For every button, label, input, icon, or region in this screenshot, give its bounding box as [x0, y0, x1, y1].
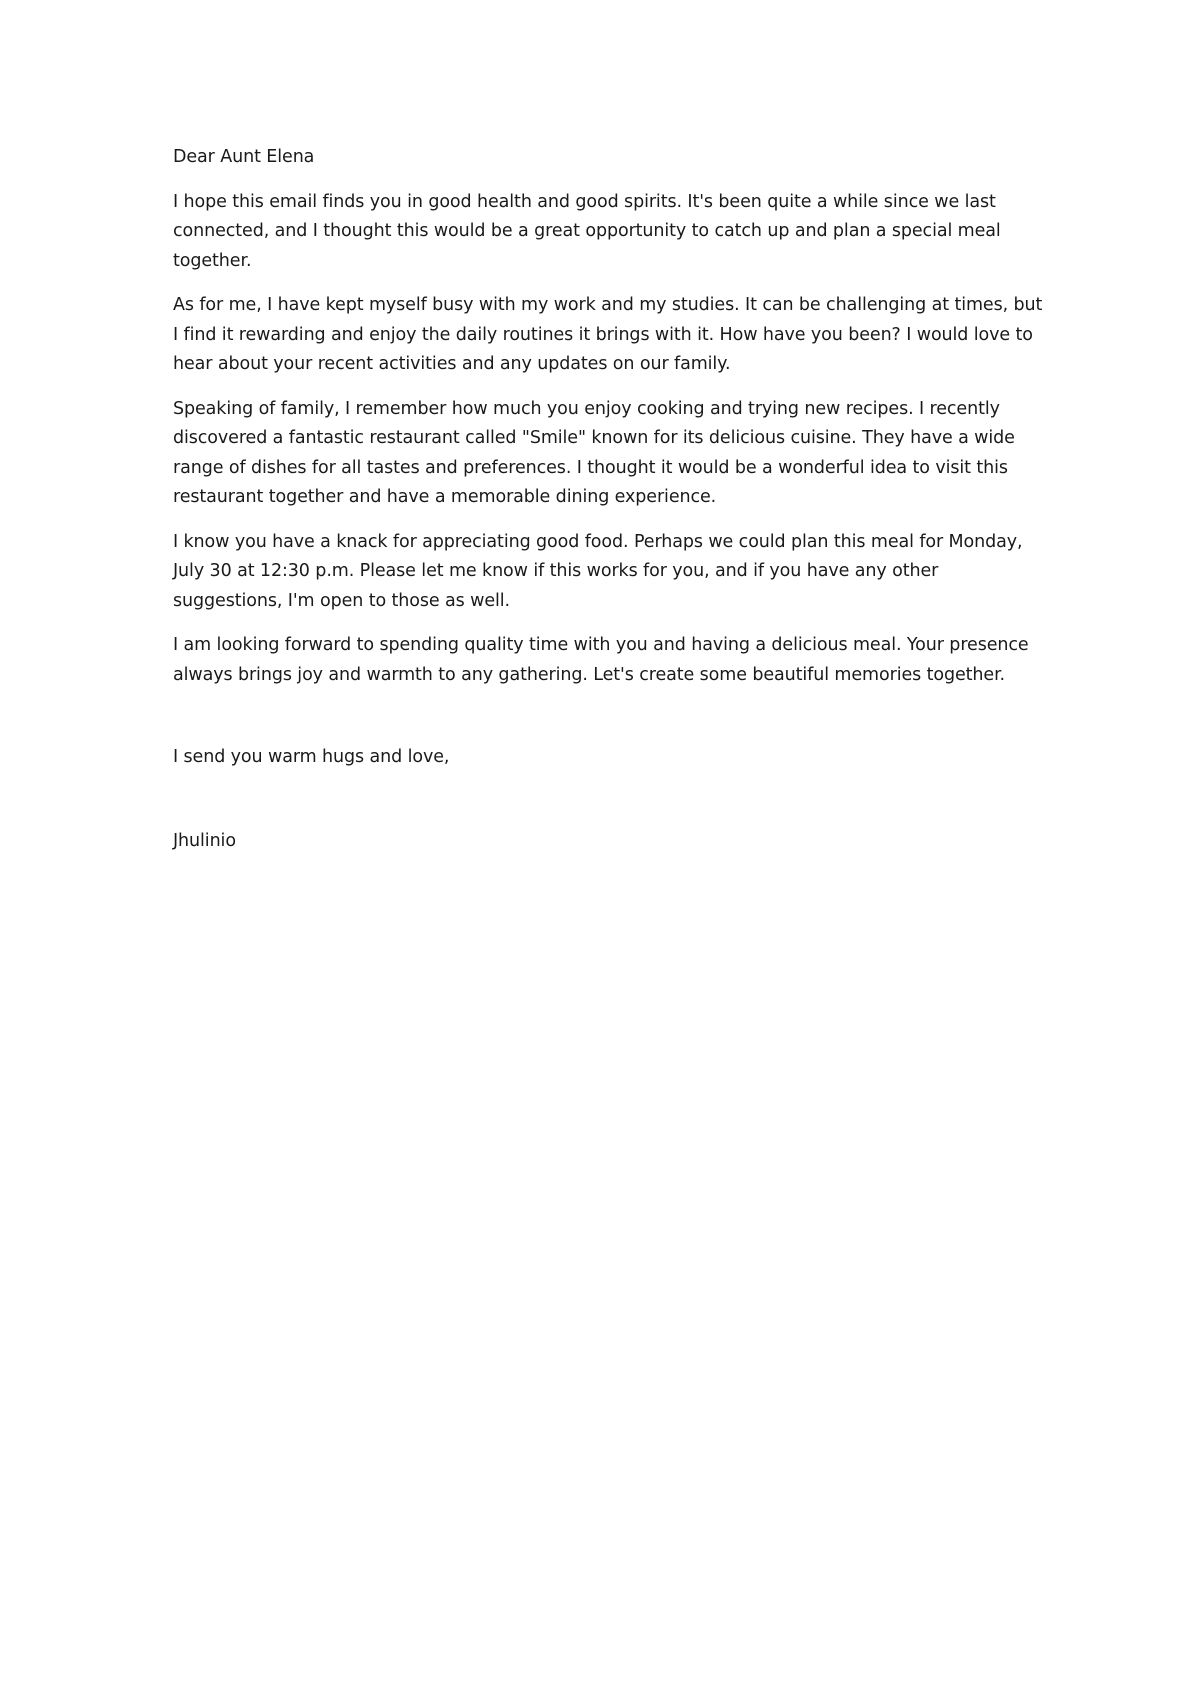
- letter-signature: Jhulinio: [173, 830, 236, 851]
- letter-body: [173, 143, 1043, 871]
- letter-paragraph-4: I know you have a knack for appreciating good food. Perhaps we could plan this meal for Monday, July 30 at 12:30 p.m. Please let me know if this works for you, and if you have any other suggestions, I'm open to those as well.: [173, 531, 1023, 611]
- letter-salutation: Dear Aunt Elena: [173, 147, 315, 167]
- letter-paragraph-3: Speaking of family, I remember how much you enjoy cooking and trying new recipes. I recently discovered a fantastic restaurant called "Smile" known for its delicious cuisine. They have a wide range of dishes for all tastes and preferences. I thought it would be a wonderful idea to visit this restaurant together and have a memorable dining experience.: [173, 398, 1015, 507]
- letter-closing: I send you warm hugs and love,: [173, 747, 450, 767]
- letter-paragraph-1: I hope this email finds you in good health and good spirits. It's been quite a while since we last connected, and I thought this would be a great opportunity to catch up and plan a special meal together.: [173, 191, 1001, 271]
- letter-paragraph-5: I am looking forward to spending quality time with you and having a delicious meal. Your presence always brings joy and warmth to any gathering. Let's create some beautiful memories together.: [173, 635, 1029, 685]
- letter-paragraph-2: As for me, I have kept myself busy with my work and my studies. It can be challenging at times, but I find it rewarding and enjoy the daily routines it brings with it. How have you been? I would love to hear about your recent activities and any updates on our family.: [173, 295, 1043, 374]
